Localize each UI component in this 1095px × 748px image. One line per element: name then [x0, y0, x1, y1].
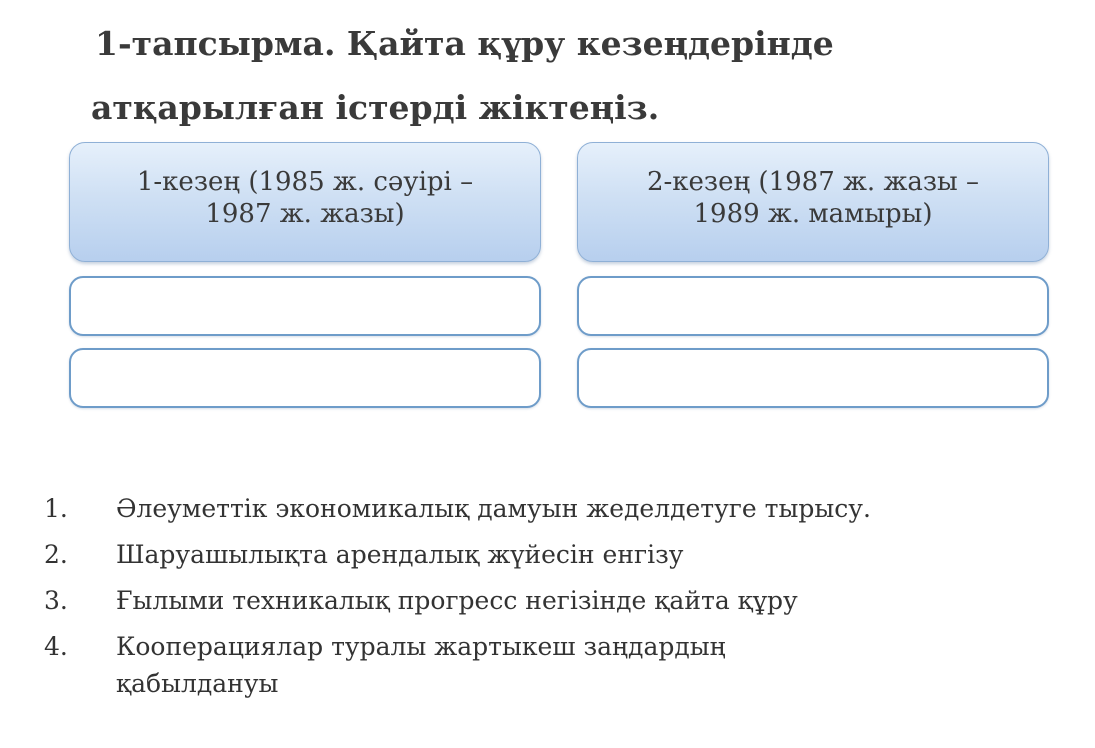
stage-1-column: [69, 142, 541, 408]
list-item-text: Шаруашылықта арендалық жүйесін енгізу: [116, 540, 684, 569]
stage-2-column: [577, 142, 1049, 408]
list-item-number: 2.: [44, 540, 68, 569]
list-item-text-line-2: қабылдануы: [116, 669, 279, 698]
list-item: [38, 628, 916, 702]
stage-2-header-line-2: 1989 ж. мамыры): [693, 199, 933, 229]
list-item-number: 1.: [44, 494, 68, 523]
stage-2-answer-box-1[interactable]: [577, 276, 1049, 336]
list-item-number: 3.: [44, 586, 68, 615]
stage-1-header-line-2: 1987 ж. жазы): [205, 199, 405, 229]
activities-list: [38, 490, 916, 711]
stage-1-header: [69, 142, 541, 262]
list-item: [38, 490, 916, 527]
task-title-line-2: атқарылған істерді жіктеңіз.: [91, 88, 660, 127]
task-title-line-1: 1-тапсырма. Қайта құру кезеңдерінде: [95, 24, 834, 63]
stage-1-header-line-1: 1-кезең (1985 ж. сәуірі –: [136, 167, 474, 197]
list-item-text: [116, 628, 876, 702]
list-item-number: 4.: [44, 632, 68, 661]
stage-1-answer-box-1[interactable]: [69, 276, 541, 336]
stage-2-header-line-1: 2-кезең (1987 ж. жазы –: [646, 167, 980, 197]
stage-1-answer-box-2[interactable]: [69, 348, 541, 408]
stage-2-header: [577, 142, 1049, 262]
list-item-text: Ғылыми техникалық прогресс негізінде қайта құру: [116, 586, 798, 615]
list-item-text: Әлеуметтік экономикалық дамуын жеделдетуге тырысу.: [116, 494, 871, 523]
list-item: [38, 536, 916, 573]
stage-2-answer-box-2[interactable]: [577, 348, 1049, 408]
list-item: [38, 582, 916, 619]
list-item-text-line-1: Кооперациялар туралы жартыкеш заңдардың: [116, 632, 726, 661]
task-title: [91, 12, 995, 140]
